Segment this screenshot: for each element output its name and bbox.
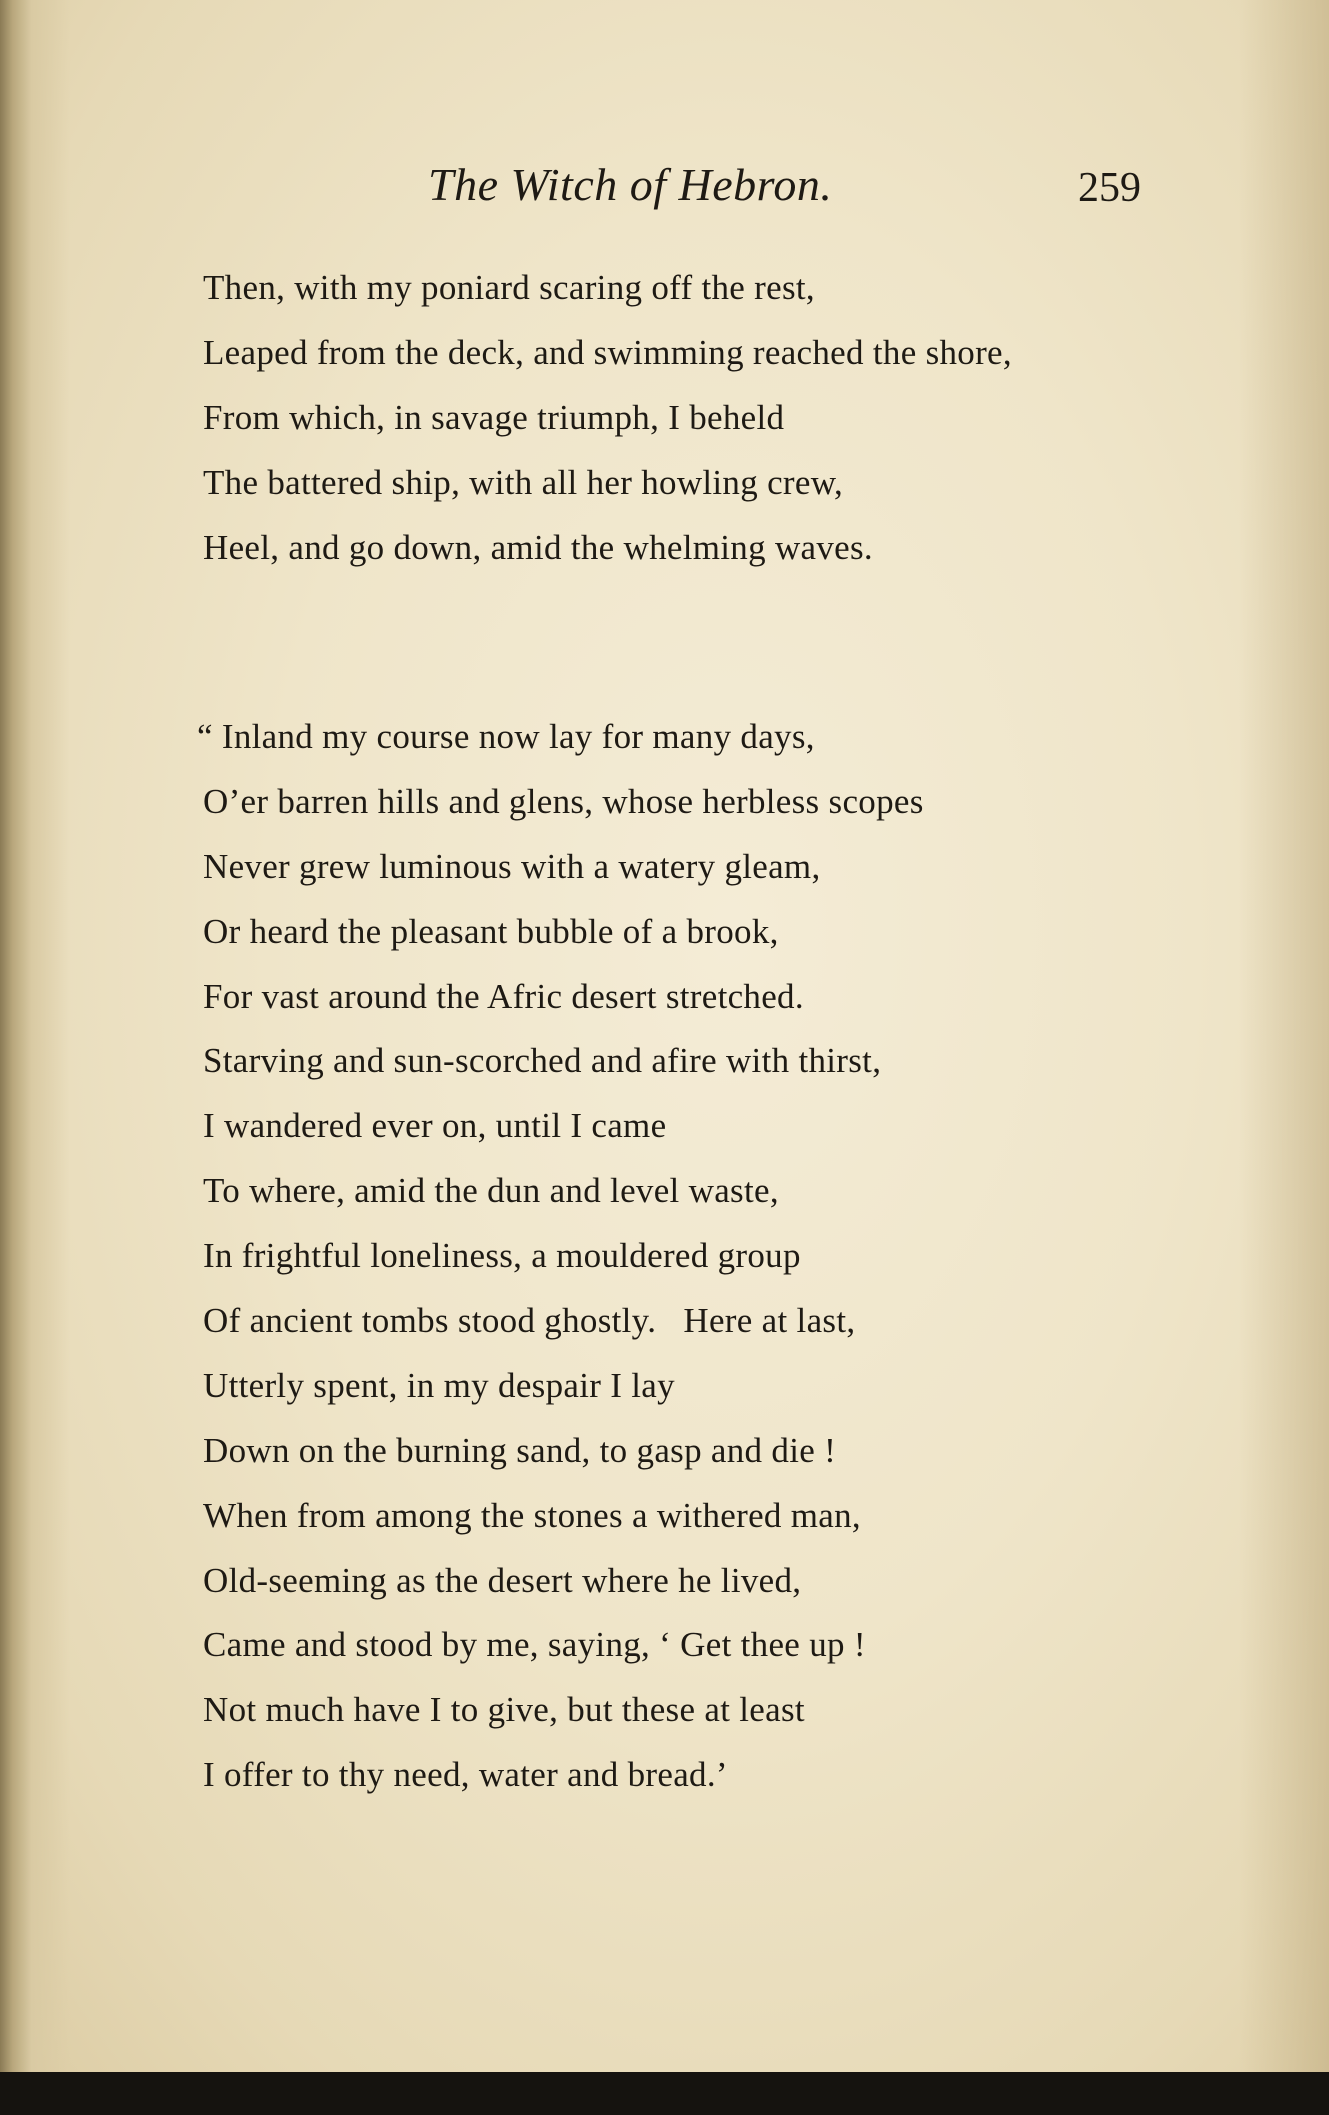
verse-line: O’er barren hills and glens, whose herbless scopes — [203, 781, 924, 821]
verse-line: I offer to thy need, water and bread.’ — [203, 1755, 728, 1795]
verse-line: In frightful loneliness, a mouldered group — [203, 1236, 801, 1276]
verse-line: Leaped from the deck, and swimming reached the shore, — [203, 332, 1012, 372]
page-number: 259 — [1078, 165, 1141, 211]
verse-line: Heel, and go down, amid the whelming waves. — [203, 527, 873, 567]
verse-line: I wandered ever on, until I came — [203, 1106, 667, 1146]
verse-line: Starving and sun-scorched and afire with thirst, — [203, 1041, 882, 1081]
running-title: The Witch of Hebron. — [428, 159, 833, 210]
verse-line: The battered ship, with all her howling crew, — [203, 462, 844, 502]
verse-line: Came and stood by me, saying, ‘ Get thee up ! — [203, 1625, 866, 1665]
stanza-1 — [203, 256, 1012, 580]
running-head — [0, 158, 1329, 218]
verse-line: For vast around the Afric desert stretched. — [203, 976, 804, 1016]
verse-line: To where, amid the dun and level waste, — [203, 1171, 779, 1211]
verse-line: When from among the stones a withered man, — [203, 1495, 861, 1535]
verse-line: Not much have I to give, but these at least — [203, 1690, 805, 1730]
verse-line: Down on the burning sand, to gasp and die ! — [203, 1430, 837, 1470]
verse-line: Never grew luminous with a watery gleam, — [203, 846, 821, 886]
scan-bottom-edge — [0, 2072, 1329, 2115]
stanza-2 — [197, 705, 924, 1808]
verse-line: From which, in savage triumph, I beheld — [203, 397, 785, 437]
verse-line: Of ancient tombs stood ghostly. Here at last, — [203, 1301, 856, 1341]
verse-line: Old-seeming as the desert where he lived, — [203, 1560, 802, 1600]
verse-line: Then, with my poniard scaring off the rest, — [203, 268, 815, 307]
verse-line: “ Inland my course now lay for many days, — [197, 717, 815, 756]
verse-line: Or heard the pleasant bubble of a brook, — [203, 911, 779, 951]
verse-line: Utterly spent, in my despair I lay — [203, 1365, 675, 1405]
